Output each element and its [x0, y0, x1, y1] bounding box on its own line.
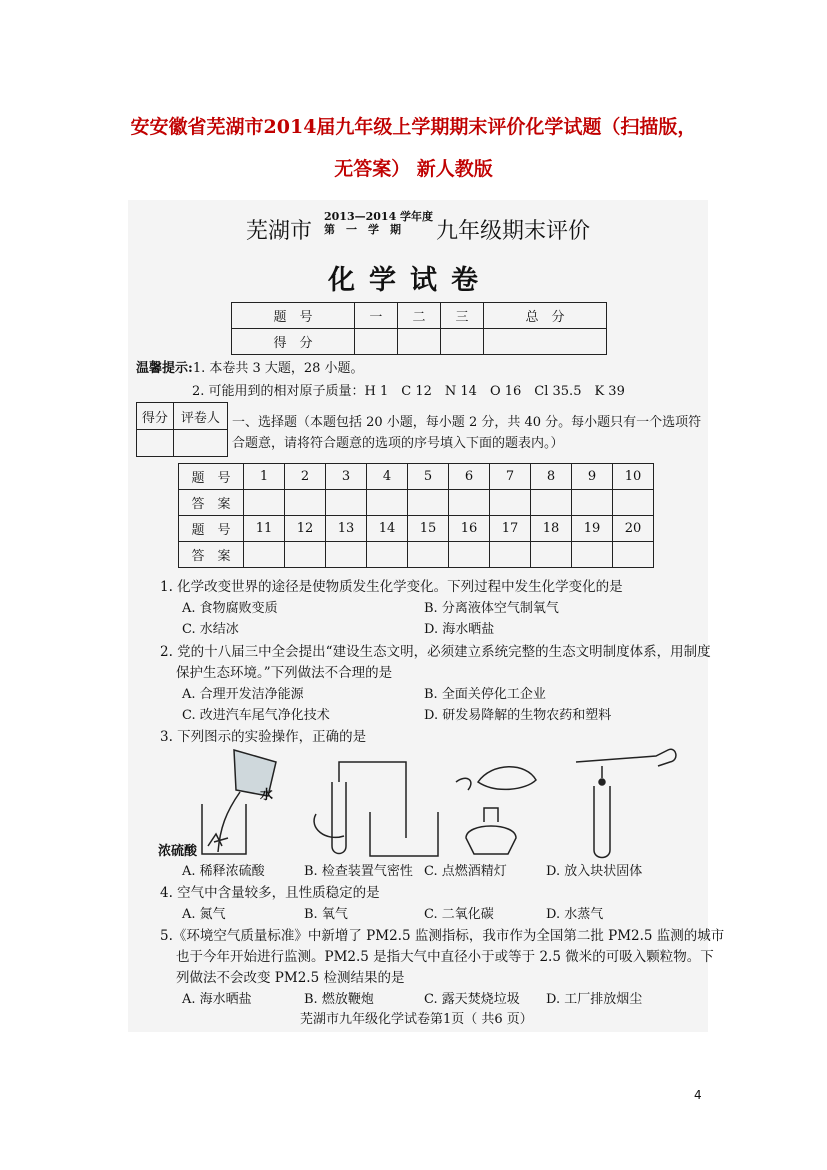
q4-option-c: C. 二氧化碳	[424, 907, 494, 922]
answer-num: 15	[408, 516, 449, 542]
answer-num: 16	[449, 516, 490, 542]
q2-option-b: B. 全面关停化工企业	[424, 687, 546, 702]
q3-option-c: C. 点燃酒精灯	[424, 864, 507, 879]
score-cell	[354, 329, 397, 355]
answer-num: 10	[613, 464, 654, 490]
q2-option-a: A. 合理开发洁净能源	[182, 687, 304, 702]
notes-text1: 1. 本卷共 3 大题，28 小题。	[192, 361, 364, 376]
header-grade: 九年级期末评价	[436, 219, 591, 244]
q3-option-d: D. 放入块状固体	[546, 864, 643, 879]
answer-cell	[326, 542, 367, 568]
score-head-cell: 二	[397, 303, 440, 329]
q4-option-d: D. 水蒸气	[546, 907, 604, 922]
question-5-line1: 5.《环境空气质量标准》中新增了 PM2.5 监测指标，我市作为全国第二批 PM2.5 监测的城市	[160, 928, 725, 944]
answer-cell	[367, 490, 408, 516]
score-cell	[441, 329, 484, 355]
answer-num: 4	[367, 464, 408, 490]
notes-label: 温馨提示:	[136, 361, 193, 376]
answer-cell	[613, 542, 654, 568]
question-1: 1. 化学改变世界的途径是使物质发生化学变化。下列过程中发生化学变化的是	[160, 579, 623, 595]
answer-num: 9	[572, 464, 613, 490]
answer-num: 18	[531, 516, 572, 542]
answer-label-ans: 答 案	[179, 542, 244, 568]
answer-num: 13	[326, 516, 367, 542]
question-2-line1: 2. 党的十八届三中全会提出“建设生态文明，必须建立系统完整的生态文明制度体系，用制度	[160, 644, 711, 660]
q1-option-b: B. 分离液体空气制氧气	[424, 601, 559, 616]
answer-cell	[244, 490, 285, 516]
notes-line1	[136, 357, 364, 376]
answer-cell	[531, 490, 572, 516]
document-title-line1: 安安徽省芜湖市2014届九年级上学期期末评价化学试题（扫描版，	[130, 116, 697, 138]
score-table	[231, 302, 607, 355]
score-cell	[484, 329, 607, 355]
q3-experiment-figure	[156, 742, 684, 860]
header-city: 芜湖市	[246, 219, 313, 244]
question-3: 3. 下列图示的实验操作，正确的是	[160, 729, 367, 745]
airtightness-check-illustration	[314, 762, 438, 856]
grader-score-cell	[137, 430, 174, 457]
q3-figure-water-label: 水	[260, 788, 274, 803]
q4-option-a: A. 氮气	[182, 907, 226, 922]
header-school-year	[324, 210, 433, 236]
score-head-cell: 一	[354, 303, 397, 329]
score-head-cell: 总 分	[484, 303, 607, 329]
q5-option-d: D. 工厂排放烟尘	[546, 992, 643, 1007]
alcohol-lamp-illustration	[456, 767, 536, 854]
answer-num: 7	[490, 464, 531, 490]
answer-cell	[490, 542, 531, 568]
answer-num: 8	[531, 464, 572, 490]
q5-option-b: B. 燃放鞭炮	[304, 992, 374, 1007]
answer-cell	[490, 490, 531, 516]
q5-option-c: C. 露天焚烧垃圾	[424, 992, 520, 1007]
answer-cell	[408, 490, 449, 516]
answer-num: 2	[285, 464, 326, 490]
q2-option-d: D. 研发易降解的生物农药和塑料	[424, 708, 612, 723]
answer-num: 19	[572, 516, 613, 542]
header-year-line1: 2013—2014 学年度	[324, 210, 434, 223]
answer-cell	[449, 542, 490, 568]
q5-option-a: A. 海水晒盐	[182, 992, 252, 1007]
grader-reviewer-label: 评卷人	[173, 403, 227, 430]
answer-num: 6	[449, 464, 490, 490]
answer-num: 17	[490, 516, 531, 542]
answer-num: 11	[244, 516, 285, 542]
page-number: 4	[694, 1088, 702, 1102]
answer-num: 12	[285, 516, 326, 542]
exam-title: 化学试卷	[328, 265, 492, 296]
answer-cell	[572, 490, 613, 516]
section1-instructions-line2: 合题意，请将符合题意的选项的序号填入下面的题表内。）	[232, 436, 564, 451]
q4-option-b: B. 氧气	[304, 907, 348, 922]
question-2-line2: 保护生态环境。”下列做法不合理的是	[176, 665, 393, 681]
q2-option-c: C. 改进汽车尾气净化技术	[182, 708, 330, 723]
answer-cell	[531, 542, 572, 568]
q3-option-a: A. 稀释浓硫酸	[182, 864, 265, 879]
answer-label-num: 题 号	[179, 516, 244, 542]
answer-cell	[244, 542, 285, 568]
q1-option-d: D. 海水晒盐	[424, 622, 495, 637]
answer-label-ans: 答 案	[179, 490, 244, 516]
q3-figure-acid-label: 浓硫酸	[158, 844, 198, 859]
answer-cell	[613, 490, 654, 516]
score-row-label: 得 分	[232, 329, 355, 355]
question-5-line3: 列做法不会改变 PM2.5 检测结果的是	[176, 970, 405, 986]
answer-num: 1	[244, 464, 285, 490]
answer-num: 14	[367, 516, 408, 542]
score-cell	[397, 329, 440, 355]
grader-score-label: 得分	[137, 403, 174, 430]
answer-cell	[326, 490, 367, 516]
answer-cell	[367, 542, 408, 568]
answer-cell	[408, 542, 449, 568]
q1-option-a: A. 食物腐败变质	[182, 601, 278, 616]
score-head-cell: 题 号	[232, 303, 355, 329]
notes-line2: 2. 可能用到的相对原子质量：H 1 C 12 N 14 O 16 Cl 35.5 K 39	[192, 384, 625, 399]
header-year-line2: 第 一 学 期	[324, 223, 401, 236]
answer-cell	[572, 542, 613, 568]
scanned-exam-page	[128, 200, 725, 1032]
question-4: 4. 空气中含量较多，且性质稳定的是	[160, 885, 380, 901]
exam-footer: 芜湖市九年级化学试卷第1页（ 共6 页）	[300, 1012, 533, 1027]
document-title-line2: 无答案） 新人教版	[334, 158, 493, 180]
answer-table	[178, 463, 654, 568]
question-5-line2: 也于今年开始进行监测。PM2.5 是指大气中直径小于或等于 2.5 微米的可吸入颗粒物。下	[176, 949, 714, 965]
grader-reviewer-cell	[173, 430, 227, 457]
answer-num: 3	[326, 464, 367, 490]
answer-num: 20	[613, 516, 654, 542]
section1-instructions-line1: 一、选择题（本题包括 20 小题，每小题 2 分，共 40 分。每小题只有一个选项符	[232, 415, 702, 430]
answer-label-num: 题 号	[179, 464, 244, 490]
q3-option-b: B. 检查装置气密性	[304, 864, 413, 879]
test-tube-solid-illustration	[576, 749, 676, 857]
answer-cell	[285, 490, 326, 516]
grader-table	[136, 402, 228, 457]
q1-option-c: C. 水结冰	[182, 622, 239, 637]
score-head-cell: 三	[441, 303, 484, 329]
answer-cell	[285, 542, 326, 568]
answer-num: 5	[408, 464, 449, 490]
answer-cell	[449, 490, 490, 516]
